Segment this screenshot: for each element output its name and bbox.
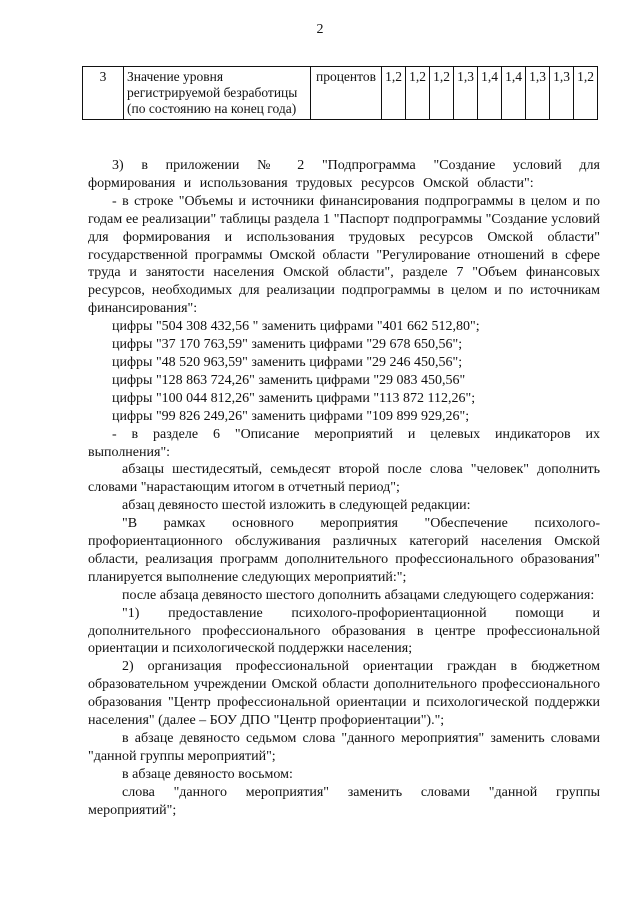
paragraph: - в строке "Объемы и источники финансирования подпрограммы в целом и по годам ее реализации" таблицы раздела 1 "Паспорт подпрограммы "Создание условий для формирования и использования трудовых ресурсов Омской области" государственной программы Омской области "Регулирование отношений в сфере труда и занятости населения Омской области", разделе 7 "Объем финансовых ресурсов, необходимых для реализации подпрограммы в целом и по источникам финансирования": (88, 193, 600, 317)
paragraph: "В рамках основного мероприятия "Обеспечение психолого-профориентационного обслуживания различных категорий населения Омской области, реализация программ дополнительного профессионального образования" планируется выполнение следующих мероприятий:"; (88, 516, 600, 585)
paragraph: цифры "99 826 249,26" заменить цифрами "109 899 929,26"; (112, 408, 470, 424)
value-cell: 1,3 (526, 67, 550, 120)
value-cell: 1,3 (454, 67, 478, 120)
paragraph: цифры "100 044 812,26" заменить цифрами "113 872 112,26"; (112, 390, 476, 406)
paragraph: цифры "128 863 724,26" заменить цифрами "29 083 450,56" (112, 372, 466, 388)
value-cell: 1,3 (550, 67, 574, 120)
paragraph: цифры "37 170 763,59" заменить цифрами "29 678 650,56"; (112, 337, 463, 353)
indicator-name-cell: Значение уровня регистрируемой безработицы (по состоянию на конец года) (124, 67, 311, 120)
paragraph: абзацы шестидесятый, семьдесят второй после слова "человек" дополнить словами "нарастающим итогом в отчетный период"; (88, 462, 600, 496)
value-cell: 1,4 (478, 67, 502, 120)
paragraph: 3) в приложении № 2 "Подпрограмма "Создание условий для формирования и использования трудовых ресурсов Омской области": (88, 158, 600, 191)
value-cell: 1,2 (430, 67, 454, 120)
value-cell: 1,4 (502, 67, 526, 120)
value-cell: 1,2 (406, 67, 430, 120)
page-number: 2 (316, 22, 324, 37)
paragraph: абзац девяносто шестой изложить в следующей редакции: (122, 498, 471, 514)
row-number-cell: 3 (83, 67, 124, 120)
document-body (88, 157, 600, 820)
paragraph: слова "данного мероприятия" заменить словами "данной группы мероприятий"; (88, 784, 600, 818)
paragraph: в абзаце девяносто восьмом: (122, 766, 293, 782)
paragraph: "1) предоставление психолого-профориентационной помощи и дополнительного профессионального образования в центре профессиональной ориентации и психологической поддержки населения; (88, 605, 600, 657)
paragraph: после абзаца девяносто шестого дополнить абзацами следующего содержания: (122, 587, 595, 603)
paragraph: - в разделе 6 "Описание мероприятий и целевых индикаторов их выполнения": (88, 426, 600, 460)
indicator-table (82, 66, 598, 120)
paragraph: цифры "48 520 963,59" заменить цифрами "29 246 450,56"; (112, 354, 463, 370)
paragraph: 2) организация профессиональной ориентации граждан в бюджетном образовательном учреждении Омской области дополнительного профессионального образования "Центр профессиональной ориентации и психологической поддержки населения" (далее – БОУ ДПО "Центр профориентации")."; (88, 659, 600, 729)
table-row (83, 67, 598, 120)
value-cell: 1,2 (382, 67, 406, 120)
paragraph: цифры "504 308 432,56 " заменить цифрами "401 662 512,80"; (112, 319, 480, 335)
value-cell: 1,2 (574, 67, 598, 120)
unit-cell: процентов (311, 67, 382, 120)
paragraph: в абзаце девяносто седьмом слова "данного мероприятия" заменить словами "данной группы мероприятий"; (88, 731, 600, 764)
